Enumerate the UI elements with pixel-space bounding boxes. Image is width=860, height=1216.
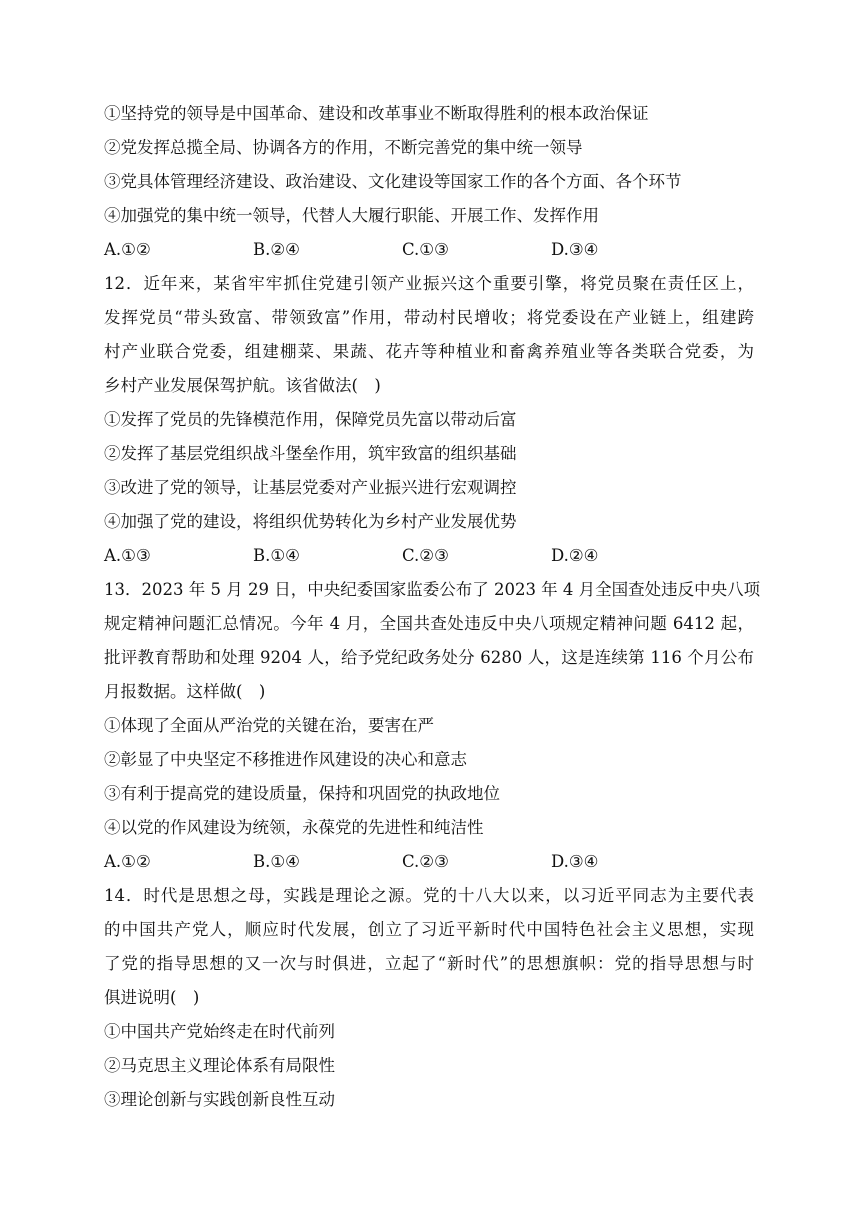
stem-line: 了党的指导思想的又一次与时俱进，立起了“新时代”的思想旗帜：党的指导思想与时: [104, 954, 754, 973]
option-line: ②发挥了基层党组织战斗堡垒作用，筑牢致富的组织基础: [104, 444, 517, 463]
option-line: ①发挥了党员的先锋模范作用，保障党员先富以带动后富: [104, 410, 517, 429]
question-11: [104, 97, 754, 267]
answer-choices: [104, 539, 754, 573]
answer-b: B.①④: [253, 852, 300, 871]
option-line: ①中国共产党始终走在时代前列: [104, 1022, 335, 1041]
question-14: [104, 879, 754, 1117]
answer-d: D.③④: [551, 240, 599, 259]
stem-line: 俱进说明( ): [104, 988, 200, 1007]
option-line: ④加强党的集中统一领导，代替人大履行职能、开展工作、发挥作用: [104, 206, 599, 225]
stem-line: 12．近年来，某省牢牢抓住党建引领产业振兴这个重要引擎，将党员聚在责任区上，: [104, 274, 754, 293]
answer-choices: [104, 845, 754, 879]
option-line: ②马克思主义理论体系有局限性: [104, 1056, 335, 1075]
option-line: ③党具体管理经济建设、政治建设、文化建设等国家工作的各个方面、各个环节: [104, 172, 682, 191]
stem-line: 批评教育帮助和处理 9204 人，给予党纪政务处分 6280 人，这是连续第 116 个月公布: [104, 648, 754, 667]
stem-line: 发挥党员“带头致富、带领致富”作用，带动村民增收；将党委设在产业链上，组建跨: [104, 308, 754, 327]
stem-line: 乡村产业发展保驾护航。该省做法( ): [104, 376, 381, 395]
option-line: ①体现了全面从严治党的关键在治，要害在严: [104, 716, 434, 735]
answer-d: D.②④: [551, 546, 599, 565]
answer-b: B.①④: [253, 546, 300, 565]
answer-c: C.②③: [402, 852, 449, 871]
stem-line: 月报数据。这样做( ): [104, 682, 266, 701]
answer-c: C.①③: [402, 240, 449, 259]
stem-line: 的中国共产党人，顺应时代发展，创立了习近平新时代中国特色社会主义思想，实现: [104, 920, 754, 939]
option-line: ③有利于提高党的建设质量，保持和巩固党的执政地位: [104, 784, 500, 803]
question-stem: [104, 573, 761, 709]
question-13: [104, 573, 761, 879]
question-stem: [104, 879, 754, 1015]
answer-a: A.①②: [104, 240, 151, 259]
option-line: ③理论创新与实践创新良性互动: [104, 1090, 335, 1109]
answer-a: A.①②: [104, 852, 151, 871]
answer-d: D.③④: [551, 852, 599, 871]
answer-a: A.①③: [104, 546, 151, 565]
option-line: ③改进了党的领导，让基层党委对产业振兴进行宏观调控: [104, 478, 517, 497]
option-line: ②党发挥总揽全局、协调各方的作用，不断完善党的集中统一领导: [104, 138, 583, 157]
option-line: ④以党的作风建设为统领，永葆党的先进性和纯洁性: [104, 818, 484, 837]
question-stem: [104, 267, 754, 403]
option-line: ④加强了党的建设，将组织优势转化为乡村产业发展优势: [104, 512, 517, 531]
stem-line: 规定精神问题汇总情况。今年 4 月，全国共查处违反中央八项规定精神问题 6412 起，: [104, 614, 754, 633]
stem-line: 13．2023 年 5 月 29 日，中央纪委国家监委公布了 2023 年 4 月全国查处违反中央八项: [104, 580, 761, 599]
stem-line: 14．时代是思想之母，实践是理论之源。党的十八大以来，以习近平同志为主要代表: [104, 886, 754, 905]
answer-b: B.②④: [253, 240, 300, 259]
option-line: ②彰显了中央坚定不移推进作风建设的决心和意志: [104, 750, 467, 769]
option-line: ①坚持党的领导是中国革命、建设和改革事业不断取得胜利的根本政治保证: [104, 104, 649, 123]
answer-choices: [104, 233, 754, 267]
question-12: [104, 267, 754, 573]
stem-line: 村产业联合党委，组建棚菜、果蔬、花卉等种植业和畜禽养殖业等各类联合党委，为: [104, 342, 754, 361]
exam-page: [104, 97, 761, 1117]
answer-c: C.②③: [402, 546, 449, 565]
